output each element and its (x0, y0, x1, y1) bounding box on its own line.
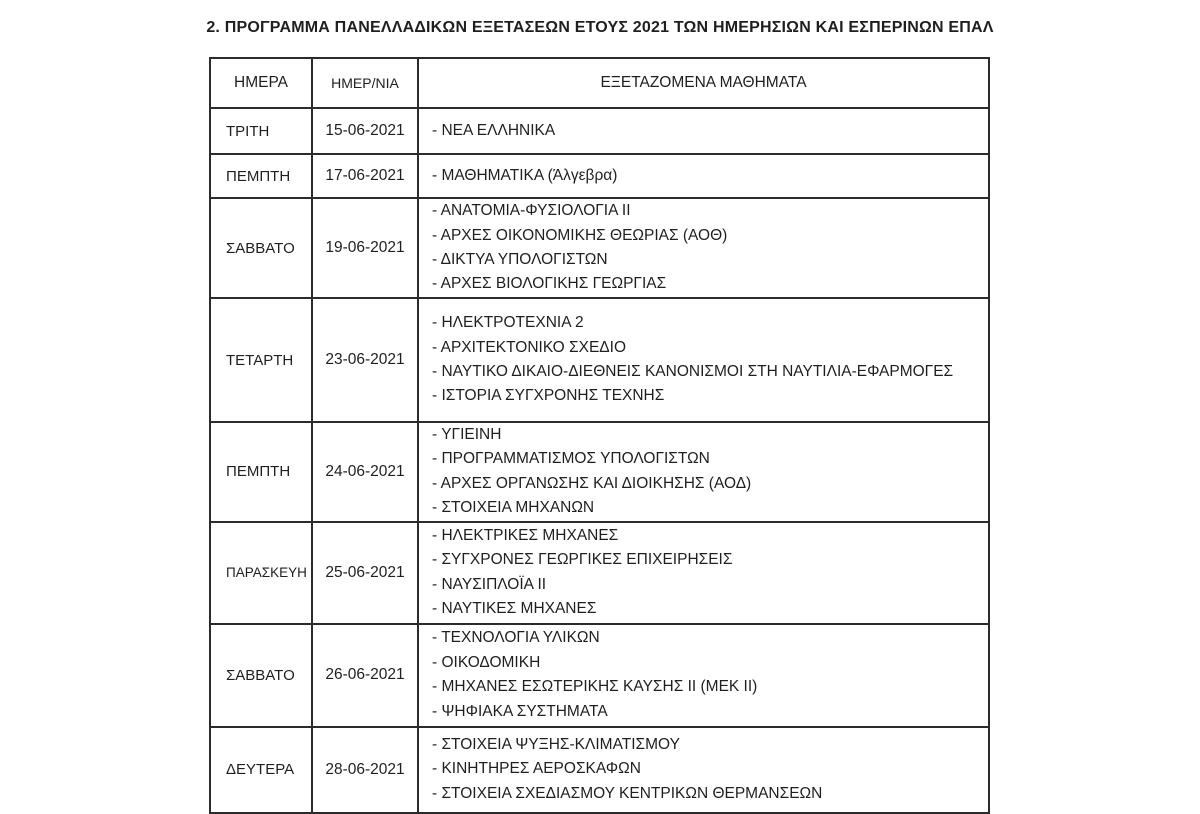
subjects-cell (418, 154, 989, 198)
table-row (210, 624, 989, 727)
date-cell: 17-06-2021 (312, 154, 418, 198)
exam-schedule-table (209, 57, 990, 814)
subject-line: - ΣΤΟΙΧΕΙΑ ΜΗΧΑΝΩΝ (432, 499, 595, 517)
subject-line: - ΗΛΕΚΤΡΟΤΕΧΝΙΑ 2 (432, 314, 584, 332)
subject-line: - ΑΝΑΤΟΜΙΑ-ΦΥΣΙΟΛΟΓΙΑ ΙΙ (432, 202, 631, 220)
table-header (210, 58, 989, 108)
subjects-cell (418, 298, 989, 422)
date-cell: 15-06-2021 (312, 108, 418, 154)
subject-line: - ΑΡΧΕΣ ΟΙΚΟΝΟΜΙΚΗΣ ΘΕΩΡΙΑΣ (ΑΟΘ) (432, 226, 728, 244)
subjects-cell (418, 198, 989, 298)
subject-line: - ΠΡΟΓΡΑΜΜΑΤΙΣΜΟΣ ΥΠΟΛΟΓΙΣΤΩΝ (432, 450, 710, 468)
day-cell: ΣΑΒΒΑΤΟ (210, 198, 312, 298)
table-row (210, 298, 989, 422)
subject-line: - ΗΛΕΚΤΡΙΚΕΣ ΜΗΧΑΝΕΣ (432, 526, 619, 544)
page-title: 2. ΠΡΟΓΡΑΜΜΑ ΠΑΝΕΛΛΑΔΙΚΩΝ ΕΞΕΤΑΣΕΩΝ ΕΤΟΥΣ 2021 ΤΩΝ ΗΜΕΡΗΣΙΩΝ ΚΑΙ ΕΣΠΕΡΙΝΩΝ ΕΠΑΛ (206, 19, 994, 36)
column-header-subjects: ΕΞΕΤΑΖΟΜΕΝΑ ΜΑΘΗΜΑΤΑ (418, 58, 989, 108)
subject-line: - ΣΥΓΧΡΟΝΕΣ ΓΕΩΡΓΙΚΕΣ ΕΠΙΧΕΙΡΗΣΕΙΣ (432, 551, 733, 569)
day-cell: ΤΕΤΑΡΤΗ (210, 298, 312, 422)
subject-line: - ΣΤΟΙΧΕΙΑ ΣΧΕΔΙΑΣΜΟΥ ΚΕΝΤΡΙΚΩΝ ΘΕΡΜΑΝΣΕΩΝ (432, 784, 823, 802)
subjects-cell (418, 624, 989, 727)
date-cell: 23-06-2021 (312, 298, 418, 422)
date-cell: 25-06-2021 (312, 522, 418, 624)
day-cell: ΔΕΥΤΕΡΑ (210, 727, 312, 813)
column-header-date: ΗΜΕΡ/ΝΙΑ (312, 58, 418, 108)
subjects-cell (418, 422, 989, 522)
date-cell: 19-06-2021 (312, 198, 418, 298)
subjects-cell (418, 108, 989, 154)
date-cell: 24-06-2021 (312, 422, 418, 522)
subject-line: - ΝΑΥΤΙΚΕΣ ΜΗΧΑΝΕΣ (432, 600, 597, 618)
subject-line: - ΣΤΟΙΧΕΙΑ ΨΥΞΗΣ-ΚΛΙΜΑΤΙΣΜΟΥ (432, 736, 680, 754)
subject-line: - ΝΑΥΣΙΠΛΟΪΑ ΙΙ (432, 575, 547, 593)
day-cell: ΠΑΡΑΣΚΕΥΗ (210, 522, 312, 624)
subjects-cell (418, 522, 989, 624)
subject-line: - ΙΣΤΟΡΙΑ ΣΥΓΧΡΟΝΗΣ ΤΕΧΝΗΣ (432, 387, 665, 405)
subject-line: - ΤΕΧΝΟΛΟΓΙΑ ΥΛΙΚΩΝ (432, 629, 600, 647)
day-cell: ΤΡΙΤΗ (210, 108, 312, 154)
subject-line: - ΜΗΧΑΝΕΣ ΕΣΩΤΕΡΙΚΗΣ ΚΑΥΣΗΣ ΙΙ (ΜΕΚ ΙΙ) (432, 678, 758, 696)
subject-line: - ΟΙΚΟΔΟΜΙΚΗ (432, 653, 541, 671)
subject-line: - ΨΗΦΙΑΚΑ ΣΥΣΤΗΜΑΤΑ (432, 702, 608, 720)
subject-line: - ΝΑΥΤΙΚΟ ΔΙΚΑΙΟ-ΔΙΕΘΝΕΙΣ ΚΑΝΟΝΙΣΜΟΙ ΣΤΗ ΝΑΥΤΙΛΙΑ-ΕΦΑΡΜΟΓΕΣ (432, 363, 954, 380)
table-row (210, 154, 989, 198)
day-cell: ΠΕΜΠΤΗ (210, 422, 312, 522)
table-row (210, 108, 989, 154)
table-row (210, 522, 989, 624)
subject-line: - ΜΑΘΗΜΑΤΙΚΑ (Άλγεβρα) (432, 166, 618, 184)
date-cell: 26-06-2021 (312, 624, 418, 727)
table-row (210, 198, 989, 298)
subject-line: - ΚΙΝΗΤΗΡΕΣ ΑΕΡΟΣΚΑΦΩΝ (432, 760, 641, 778)
day-cell: ΠΕΜΠΤΗ (210, 154, 312, 198)
column-header-day: ΗΜΕΡΑ (210, 58, 312, 108)
table-row (210, 422, 989, 522)
subject-line: - ΑΡΧΕΣ ΟΡΓΑΝΩΣΗΣ ΚΑΙ ΔΙΟΙΚΗΣΗΣ (ΑΟΔ) (432, 474, 752, 492)
date-cell: 28-06-2021 (312, 727, 418, 813)
subject-line: - ΔΙΚΤΥΑ ΥΠΟΛΟΓΙΣΤΩΝ (432, 251, 608, 268)
subject-line: - ΑΡΧΙΤΕΚΤΟΝΙΚΟ ΣΧΕΔΙΟ (432, 338, 627, 356)
subject-line: - ΝΕΑ ΕΛΛΗΝΙΚΑ (432, 121, 556, 139)
header-row (210, 58, 989, 108)
day-cell: ΣΑΒΒΑΤΟ (210, 624, 312, 727)
subject-line: - ΑΡΧΕΣ ΒΙΟΛΟΓΙΚΗΣ ΓΕΩΡΓΙΑΣ (432, 275, 667, 293)
schedule-table-body (210, 108, 989, 813)
subject-line: - ΥΓΙΕΙΝΗ (432, 426, 502, 443)
